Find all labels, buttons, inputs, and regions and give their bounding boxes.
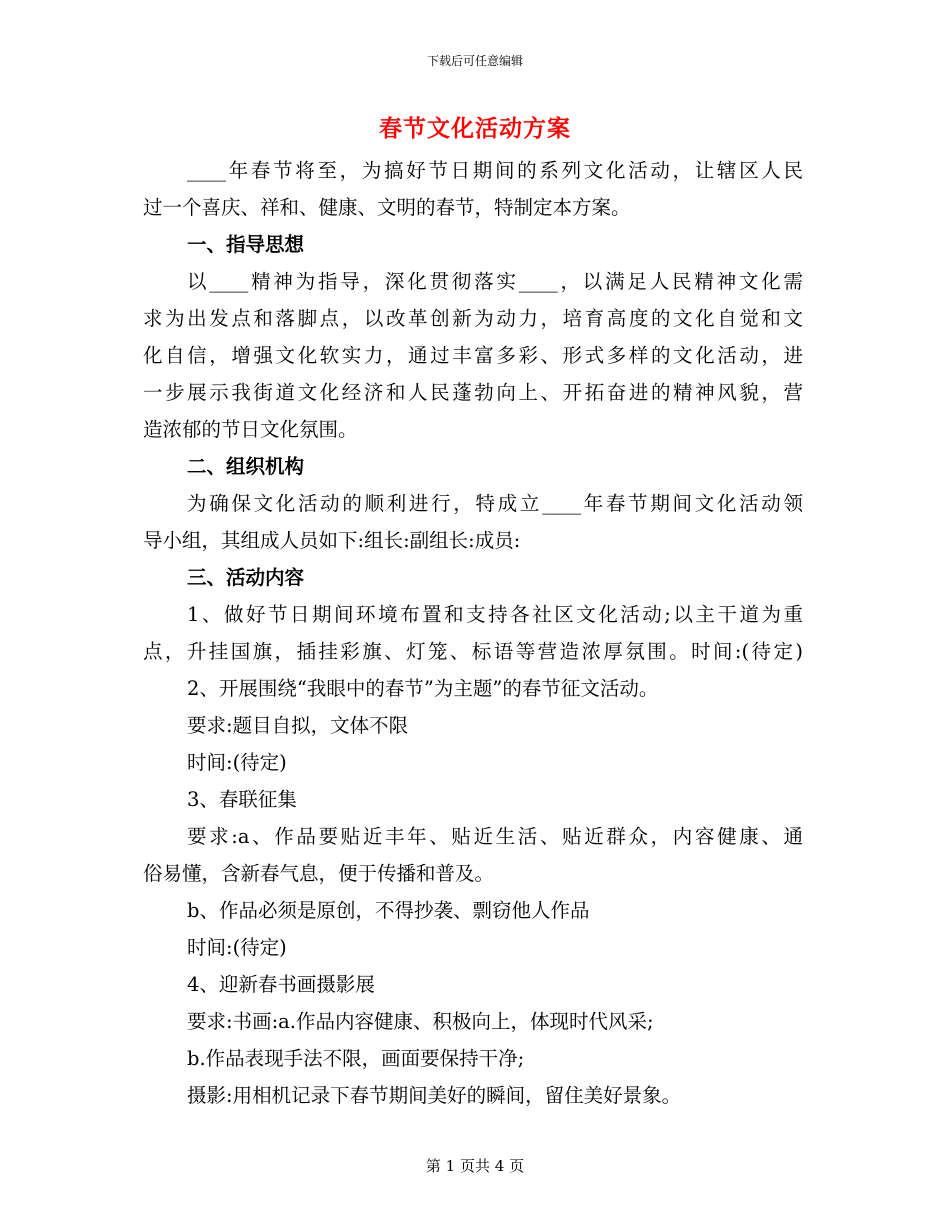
header-note: 下载后可任意编辑: [426, 54, 523, 68]
paragraph-line: 要求:a、作品要贴近丰年、贴近生活、贴近群众，内容健康、通: [187, 825, 803, 848]
paragraph-line: 俗易懂，含新春气息，便于传播和普及。: [143, 862, 495, 885]
paragraph-line: 导小组，其组成人员如下:组长:副组长:成员:: [143, 529, 521, 552]
paragraph-line: 摄影:用相机记录下春节期间美好的瞬间，留住美好景象。: [187, 1084, 682, 1107]
intro-line: ____年春节将至，为搞好节日期间的系列文化活动，让辖区人民: [187, 159, 803, 182]
paragraph-line: 时间:(待定): [187, 936, 287, 959]
document-title: 春节文化活动方案: [379, 115, 571, 142]
paragraph-line: 时间:(待定): [187, 751, 287, 774]
document-body: [143, 152, 803, 1114]
paragraph-line: 1、做好节日期间环境布置和支持各社区文化活动;以主干道为重: [187, 603, 803, 626]
section-heading-organization: 二、组织机构: [187, 455, 305, 478]
page-footer: 第 1 页共 4 页: [425, 1157, 525, 1175]
paragraph-line: 求为出发点和落脚点，以改革创新为动力，培育高度的文化自觉和文: [143, 307, 803, 330]
paragraph-line: 化自信，增强文化软实力，通过丰富多彩、形式多样的文化活动，进: [143, 344, 803, 367]
paragraph-line: b、作品必须是原创，不得抄袭、剽窃他人作品: [187, 899, 590, 922]
paragraph-line: 以____精神为指导，深化贯彻落实____，以满足人民精神文化需: [187, 270, 803, 293]
paragraph-line: 造浓郁的节日文化氛围。: [143, 418, 358, 441]
paragraph-line: 为确保文化活动的顺利进行，特成立____年春节期间文化活动领: [187, 492, 803, 515]
paragraph-line: 要求:书画:a.作品内容健康、积极向上，体现时代风采;: [187, 1010, 654, 1033]
intro-line: 过一个喜庆、祥和、健康、文明的春节，特制定本方案。: [143, 196, 631, 219]
paragraph-line: 2、开展围绕“我眼中的春节”为主题”的春节征文活动。: [187, 677, 659, 700]
paragraph-line: 一步展示我街道文化经济和人民蓬勃向上、开拓奋进的精神风貌，营: [143, 381, 803, 404]
paragraph-line: 3、春联征集: [187, 788, 297, 811]
paragraph-line: 4、迎新春书画摄影展: [187, 973, 375, 996]
section-heading-activities: 三、活动内容: [187, 566, 305, 589]
paragraph-line: 点，升挂国旗，插挂彩旗、灯笼、标语等营造浓厚氛围。时间:(待定): [143, 640, 803, 663]
paragraph-line: b.作品表现手法不限，画面要保持干净;: [187, 1047, 525, 1070]
paragraph-line: 要求:题目自拟，文体不限: [187, 714, 409, 737]
section-heading-guiding-ideology: 一、指导思想: [187, 233, 305, 256]
